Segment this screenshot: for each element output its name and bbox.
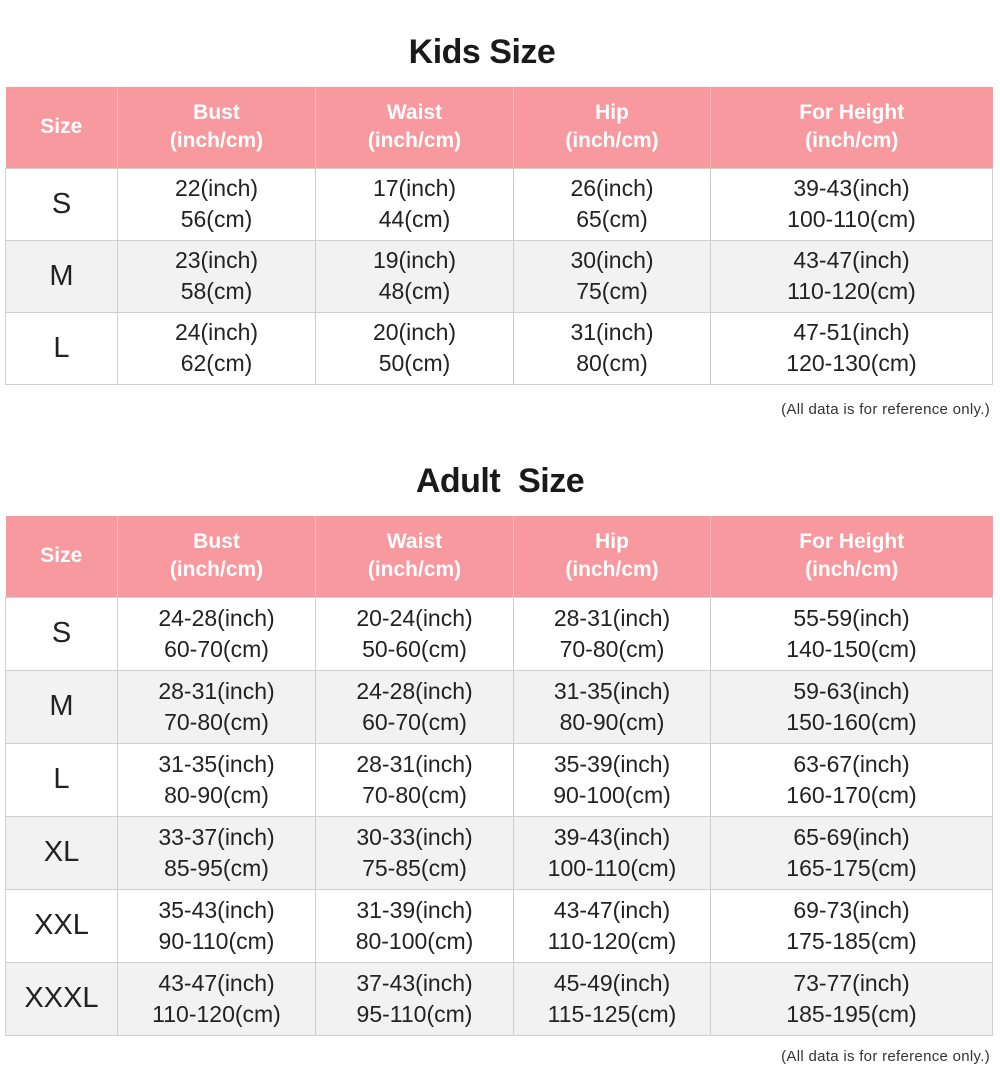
waist-cell [316, 670, 514, 743]
waist-inch-value: 17(inch) [372, 175, 457, 201]
hip-cm-value: 100-110(cm) [547, 854, 677, 881]
waist-inch-value: 37-43(inch) [356, 969, 473, 996]
waist-cm-value: 60-70(cm) [362, 708, 467, 735]
height-cell [711, 962, 993, 1035]
bust-cell [118, 597, 316, 670]
height-cm-value: 150-160(cm) [786, 708, 917, 735]
waist-inch-value: 24-28(inch) [356, 677, 473, 704]
height-inch-value: 43-47(inch) [793, 247, 910, 273]
table-row [6, 962, 993, 1035]
header-hip: Hip (inch/cm) [514, 87, 711, 168]
bust-inch-value: 22(inch) [174, 175, 259, 201]
bust-inch-value: 35-43(inch) [158, 896, 275, 923]
waist-cm-value: 80-100(cm) [355, 927, 474, 954]
size-cell: S [6, 168, 118, 240]
bust-cm-value: 56(cm) [180, 206, 253, 232]
height-cell [711, 240, 993, 312]
size-cell: M [6, 240, 118, 312]
table-row [6, 240, 993, 312]
waist-inch-value: 19(inch) [372, 247, 457, 273]
table-row [6, 312, 993, 384]
hip-inch-value: 31(inch) [570, 319, 654, 345]
hip-cm-value: 80-90(cm) [559, 708, 665, 735]
bust-inch-value: 28-31(inch) [158, 677, 275, 704]
hip-cell [514, 312, 711, 384]
height-cell [711, 670, 993, 743]
hip-cm-value: 80(cm) [576, 350, 648, 376]
bust-cell [118, 816, 316, 889]
table-row [6, 168, 993, 240]
bust-cell [118, 240, 316, 312]
header-waist: Waist (inch/cm) [316, 87, 514, 168]
height-cell [711, 312, 993, 384]
hip-cell [514, 962, 711, 1035]
height-inch-value: 69-73(inch) [793, 896, 910, 923]
waist-inch-value: 31-39(inch) [356, 896, 473, 923]
height-cm-value: 160-170(cm) [786, 781, 917, 808]
waist-inch-value: 30-33(inch) [356, 823, 473, 850]
bust-cm-value: 110-120(cm) [152, 1000, 281, 1027]
bust-inch-value: 31-35(inch) [158, 750, 275, 777]
adult-size-title: Adult Size [415, 462, 585, 500]
bust-inch-value: 43-47(inch) [158, 969, 275, 996]
header-size: Size [6, 87, 118, 168]
header-bust: Bust (inch/cm) [118, 516, 316, 597]
height-cell [711, 597, 993, 670]
size-cell: XXL [6, 889, 118, 962]
hip-cell [514, 240, 711, 312]
height-cell [711, 168, 993, 240]
waist-cell [316, 816, 514, 889]
kids-size-table [5, 87, 993, 385]
adult-size-table [5, 516, 993, 1036]
waist-cell [316, 597, 514, 670]
waist-cell [316, 962, 514, 1035]
height-cm-value: 185-195(cm) [786, 1000, 917, 1027]
bust-cm-value: 85-95(cm) [164, 854, 269, 881]
bust-cm-value: 90-110(cm) [158, 927, 275, 954]
height-cm-value: 175-185(cm) [786, 927, 917, 954]
bust-cell [118, 743, 316, 816]
kids-reference-note: (All data is for reference only.) [781, 401, 990, 418]
hip-inch-value: 31-35(inch) [553, 677, 671, 704]
height-cm-value: 140-150(cm) [786, 635, 917, 662]
height-inch-value: 73-77(inch) [793, 969, 910, 996]
hip-inch-value: 39-43(inch) [553, 823, 671, 850]
hip-cm-value: 70-80(cm) [559, 635, 665, 662]
hip-cm-value: 90-100(cm) [553, 781, 671, 808]
height-inch-value: 39-43(inch) [793, 175, 910, 201]
waist-cm-value: 75-85(cm) [362, 854, 467, 881]
size-cell: L [6, 743, 118, 816]
size-cell: XL [6, 816, 118, 889]
header-height: For Height (inch/cm) [711, 516, 993, 597]
header-bust: Bust (inch/cm) [118, 87, 316, 168]
waist-cm-value: 95-110(cm) [356, 1000, 473, 1027]
waist-cell [316, 889, 514, 962]
height-cm-value: 100-110(cm) [787, 206, 916, 232]
hip-cell [514, 168, 711, 240]
waist-inch-value: 28-31(inch) [356, 750, 473, 777]
waist-inch-value: 20(inch) [372, 319, 457, 345]
hip-cell [514, 670, 711, 743]
waist-cell [316, 312, 514, 384]
height-inch-value: 59-63(inch) [793, 677, 910, 704]
height-inch-value: 65-69(inch) [793, 823, 910, 850]
hip-cell [514, 889, 711, 962]
bust-inch-value: 24-28(inch) [158, 604, 275, 631]
table-header-row [6, 516, 993, 597]
bust-cm-value: 70-80(cm) [164, 708, 269, 735]
hip-cm-value: 65(cm) [576, 206, 648, 232]
bust-cm-value: 60-70(cm) [164, 635, 269, 662]
bust-cell [118, 670, 316, 743]
waist-cm-value: 50(cm) [378, 350, 451, 376]
header-hip: Hip (inch/cm) [514, 516, 711, 597]
waist-cell [316, 168, 514, 240]
hip-inch-value: 45-49(inch) [553, 969, 671, 996]
waist-inch-value: 20-24(inch) [356, 604, 473, 631]
hip-inch-value: 43-47(inch) [553, 896, 671, 923]
height-inch-value: 55-59(inch) [793, 604, 910, 631]
height-cell [711, 889, 993, 962]
size-cell: S [6, 597, 118, 670]
hip-cm-value: 75(cm) [576, 278, 648, 304]
hip-inch-value: 30(inch) [570, 247, 654, 273]
bust-cell [118, 889, 316, 962]
bust-inch-value: 24(inch) [174, 319, 259, 345]
waist-cm-value: 50-60(cm) [362, 635, 467, 662]
bust-cell [118, 312, 316, 384]
bust-inch-value: 23(inch) [174, 247, 259, 273]
header-size: Size [6, 516, 118, 597]
header-height: For Height (inch/cm) [711, 87, 993, 168]
height-inch-value: 63-67(inch) [793, 750, 910, 777]
kids-size-title: Kids Size [408, 33, 556, 71]
size-cell: XXXL [6, 962, 118, 1035]
waist-cm-value: 70-80(cm) [362, 781, 467, 808]
bust-cm-value: 58(cm) [180, 278, 253, 304]
table-row [6, 816, 993, 889]
bust-cell [118, 962, 316, 1035]
bust-cm-value: 80-90(cm) [164, 781, 269, 808]
header-waist: Waist (inch/cm) [316, 516, 514, 597]
hip-inch-value: 35-39(inch) [553, 750, 671, 777]
hip-cm-value: 110-120(cm) [547, 927, 677, 954]
height-cm-value: 110-120(cm) [787, 278, 916, 304]
hip-cell [514, 743, 711, 816]
height-cell [711, 816, 993, 889]
bust-inch-value: 33-37(inch) [158, 823, 275, 850]
waist-cm-value: 44(cm) [378, 206, 451, 232]
hip-cm-value: 115-125(cm) [547, 1000, 677, 1027]
bust-cm-value: 62(cm) [180, 350, 253, 376]
size-cell: M [6, 670, 118, 743]
height-cm-value: 120-130(cm) [786, 350, 917, 376]
table-row [6, 743, 993, 816]
table-row [6, 597, 993, 670]
hip-cell [514, 816, 711, 889]
table-header-row [6, 87, 993, 168]
adult-reference-note: (All data is for reference only.) [781, 1048, 990, 1065]
bust-cell [118, 168, 316, 240]
size-cell: L [6, 312, 118, 384]
waist-cm-value: 48(cm) [378, 278, 451, 304]
waist-cell [316, 743, 514, 816]
hip-inch-value: 28-31(inch) [553, 604, 671, 631]
height-cm-value: 165-175(cm) [786, 854, 917, 881]
hip-cell [514, 597, 711, 670]
table-row [6, 889, 993, 962]
height-cell [711, 743, 993, 816]
waist-cell [316, 240, 514, 312]
table-row [6, 670, 993, 743]
hip-inch-value: 26(inch) [570, 175, 654, 201]
height-inch-value: 47-51(inch) [793, 319, 910, 345]
